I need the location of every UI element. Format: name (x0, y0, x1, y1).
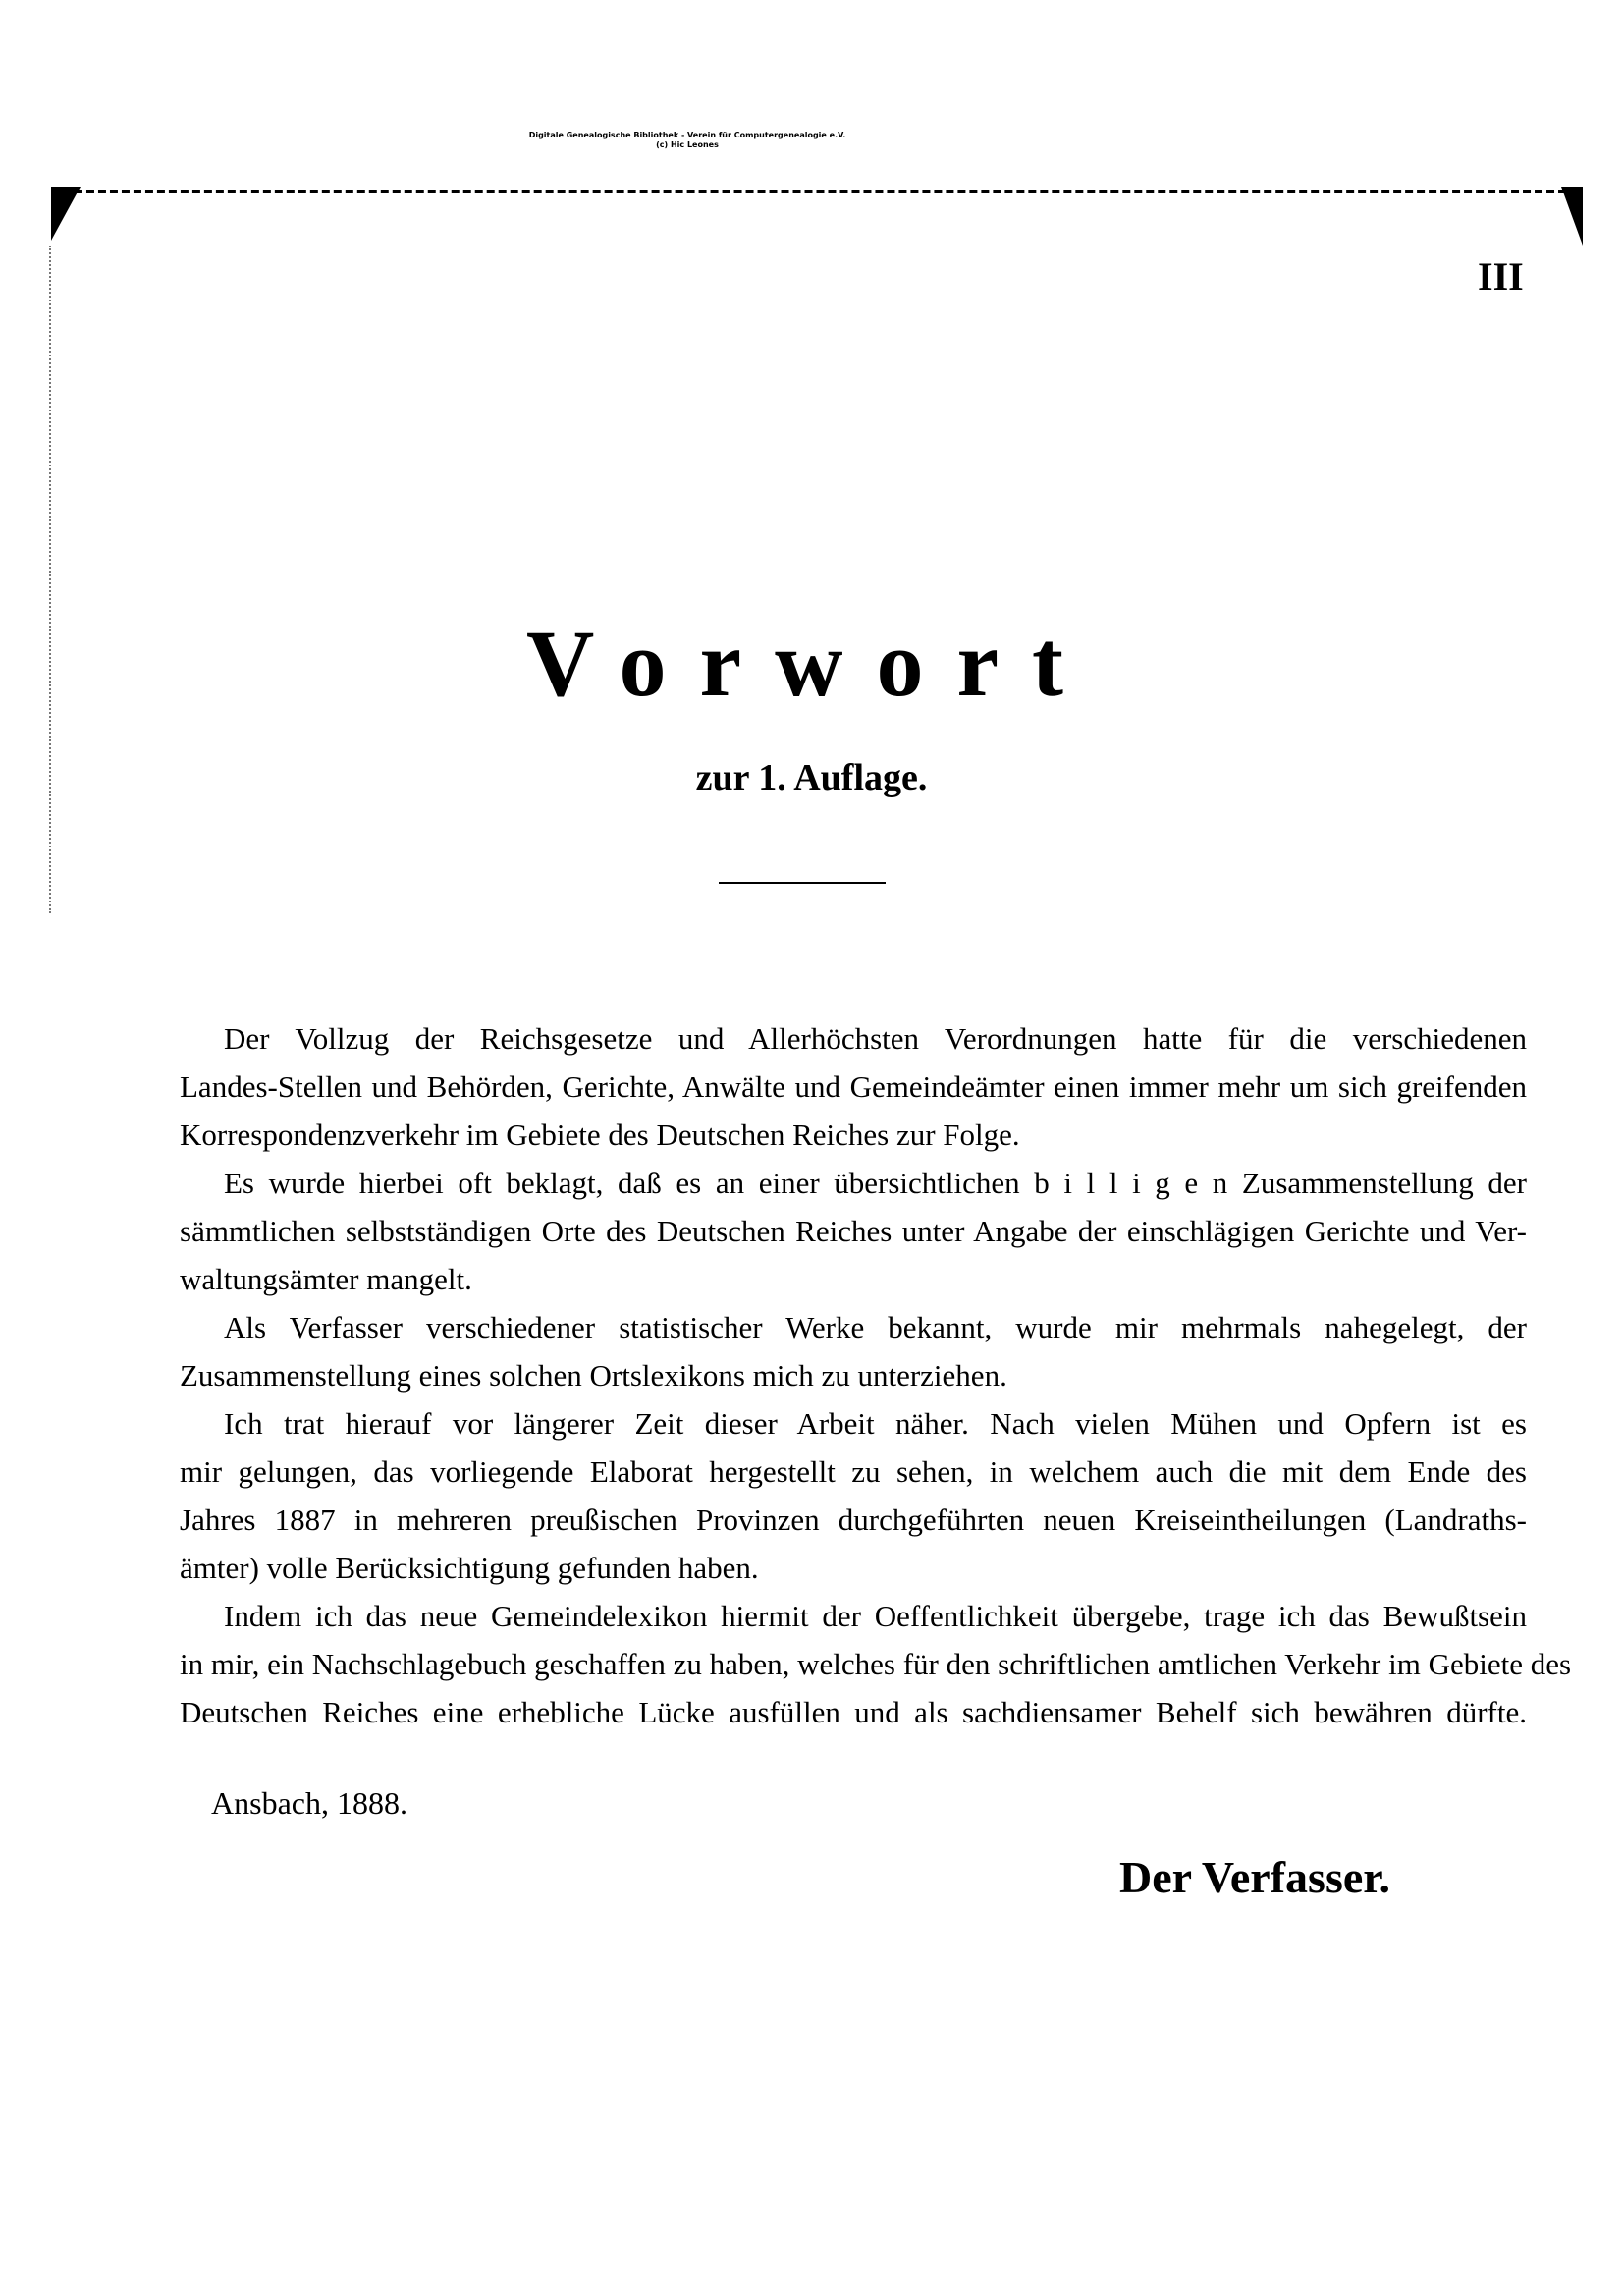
text-line: Landes-Stellen und Behörden, Gerichte, Anwälte und Gemeindeämter einen immer mehr um sich greifenden (180, 1069, 1527, 1104)
text-line: Der Vollzug der Reichsgesetze und Allerhöchsten Verordnungen hatte für die verschiedenen (224, 1021, 1527, 1056)
text-line: Jahres 1887 in mehreren preußischen Provinzen durchgeführten neuen Kreiseintheilungen (Landraths- (180, 1503, 1527, 1537)
text-line: Ich trat hierauf vor längerer Zeit dieser Arbeit näher. Nach vielen Mühen und Opfern ist es (224, 1406, 1527, 1441)
watermark-line-1: Digitale Genealogische Bibliothek - Verein für Computergenealogie e.V. (528, 131, 846, 139)
page-number: III (1478, 254, 1524, 299)
scan-top-border (51, 190, 1578, 193)
watermark-line-2: (c) Hic Leones (656, 140, 719, 149)
divider (719, 882, 886, 884)
text-line: sämmtlichen selbstständigen Orte des Deutschen Reiches unter Angabe der einschlägigen Gerichte und Ver- (180, 1214, 1527, 1248)
text-line: Deutschen Reiches eine erhebliche Lücke ausfüllen und als sachdiensamer Behelf sich bewähren dürfte. (180, 1695, 1527, 1729)
text-line: in mir, ein Nachschlagebuch geschaffen zu haben, welches für den schriftlichen amtlichen Verkehr im Gebiete des (180, 1647, 1572, 1681)
body-text (180, 1017, 1572, 1739)
text-line: Indem ich das neue Gemeindelexikon hiermit der Oeffentlichkeit übergebe, trage ich das Bewußtsein (224, 1599, 1527, 1633)
signature: Der Verfasser. (1119, 1852, 1390, 1902)
scan-corner-left (51, 187, 81, 241)
text-line: Zusammenstellung eines solchen Ortslexikons mich zu unterziehen. (180, 1358, 1007, 1393)
text-line: mir gelungen, das vorliegende Elaborat hergestellt zu sehen, in welchem auch die mit dem Ende des (180, 1454, 1527, 1489)
text-line: Es wurde hierbei oft beklagt, daß es an einer übersichtlichen b i l l i g e n Zusammenstellung der (224, 1166, 1527, 1200)
text-line: waltungsämter mangelt. (180, 1262, 472, 1296)
scan-corner-right (1561, 187, 1583, 246)
page-subtitle: zur 1. Auflage. (695, 757, 928, 798)
text-line: Korrespondenzverkehr im Gebiete des Deutschen Reiches zur Folge. (180, 1118, 1020, 1152)
page-title: Vorwort (525, 611, 1098, 716)
text-line: Als Verfasser verschiedener statistischer Werke bekannt, wurde mir mehrmals nahegelegt, der (224, 1310, 1527, 1344)
place-date: Ansbach, 1888. (211, 1785, 407, 1821)
scan-left-edge (49, 246, 53, 913)
text-line: ämter) volle Berücksichtigung gefunden haben. (180, 1551, 759, 1585)
